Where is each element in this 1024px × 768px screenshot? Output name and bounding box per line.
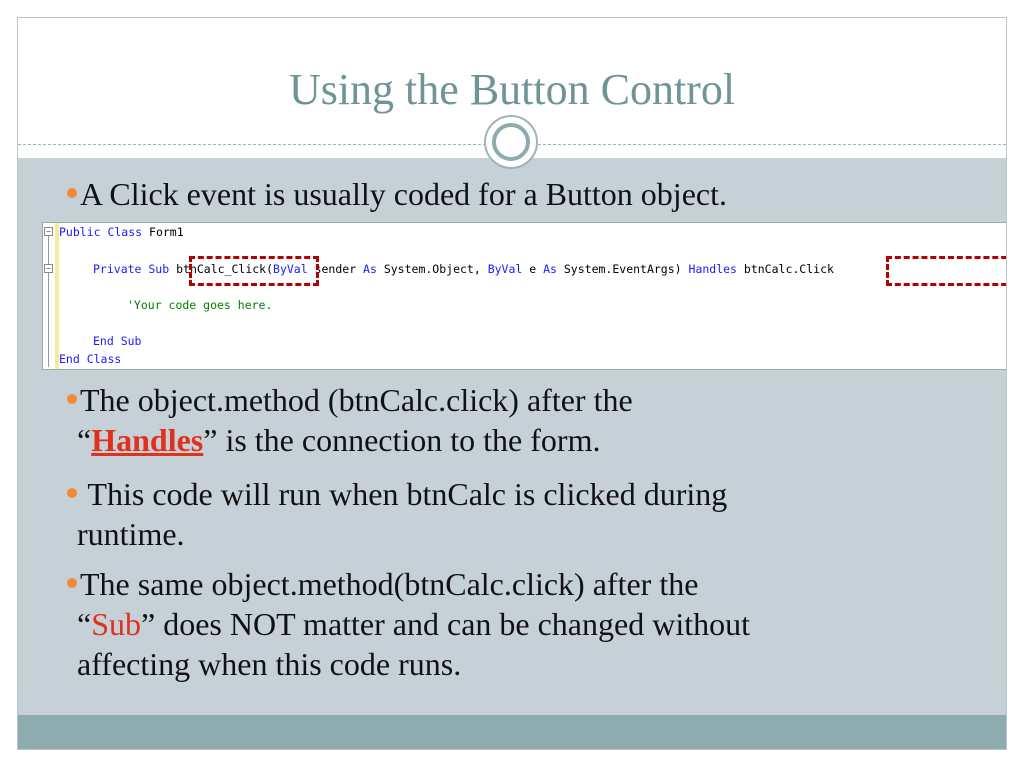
highlight-box-sub-name [189,256,319,286]
code-line-5: End Class [59,352,122,366]
ring-ornament-icon [484,115,538,169]
bullet-4-rest: ” does NOT matter and can be changed without [141,606,750,642]
bullet-2-rest: ” is the connection to the form. [203,422,601,458]
code-keyword: Public Class [59,225,143,239]
code-outline-line [48,235,49,367]
code-gutter [43,223,55,369]
code-keyword: As [363,262,377,276]
bullet-2-line-2 [77,420,600,460]
open-quote: “ [77,422,92,458]
collapse-class-icon[interactable]: − [44,227,53,236]
bullet-3-line-2: runtime. [77,516,185,552]
code-text: Form1 [142,225,184,239]
code-text: e [522,262,544,276]
bullet-4-line-1: The same object.method(btnCalc.click) after the [80,566,699,602]
bullet-4-line-3: affecting when this code runs. [77,646,462,682]
sub-emphasis: Sub [91,606,141,642]
highlight-box-handles-target [886,256,1007,286]
code-keyword: Private Sub [93,262,170,276]
slide-title: Using the Button Control [288,65,736,114]
code-line-4: End Sub [93,334,142,348]
code-line-3: 'Your code goes here. [127,298,273,312]
bullet-dot-icon [67,488,77,498]
code-keyword: As [543,262,557,276]
bullet-2-line-1: The object.method (btnCalc.click) after the [80,382,633,418]
code-keyword: ByVal [487,262,523,276]
code-change-bar [55,223,59,369]
bullet-dot-icon [67,578,77,588]
bullet-dot-icon [67,394,77,404]
bullet-1-text: A Click event is usually coded for a Button object. [80,176,727,212]
bullet-3-line-1: This code will run when btnCalc is clicked during [80,476,728,512]
footer-bar [18,715,1006,749]
code-text: sender [307,262,364,276]
ring-inner-icon [492,123,530,161]
code-text: System.EventArgs) [556,262,689,276]
bullet-4-line-2 [77,604,750,644]
bullet-dot-icon [67,188,77,198]
handles-emphasis: Handles [91,422,204,458]
code-snippet [42,222,1007,370]
code-text: btnCalc.Click [736,262,834,276]
slide-frame [17,17,1007,750]
code-text: System.Object, [376,262,488,276]
open-quote: “ [77,606,92,642]
collapse-sub-icon[interactable]: − [44,264,53,273]
code-text: btnCalc_Click( [169,262,274,276]
code-keyword: ByVal [273,262,308,276]
code-keyword: Handles [688,262,737,276]
code-line-1 [59,225,184,239]
